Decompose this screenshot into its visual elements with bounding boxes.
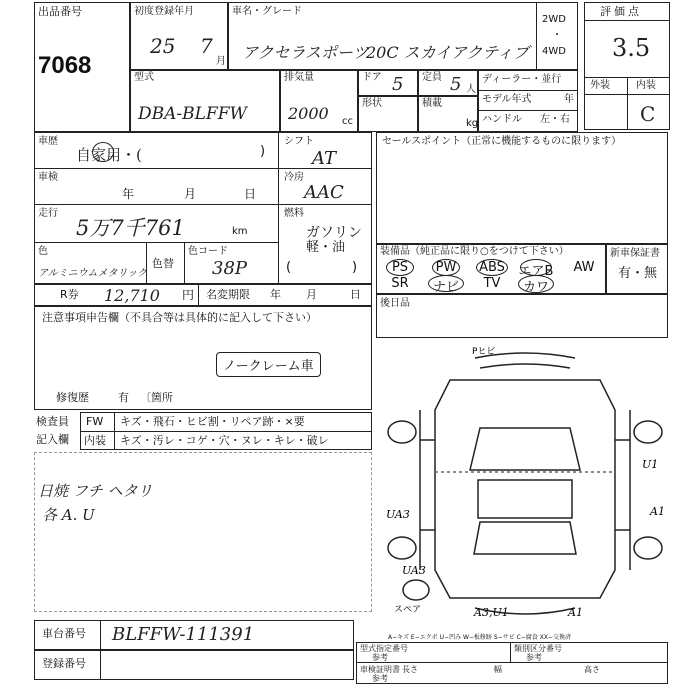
repair-value: 有 bbox=[118, 391, 129, 404]
reg-label: 登録番号 bbox=[42, 657, 86, 670]
equip-airbag: エアB bbox=[518, 264, 554, 279]
type-designation-ref: 参考 bbox=[372, 653, 388, 662]
cert-label: 車検証明書 bbox=[360, 665, 400, 674]
u1-right-mark: U1 bbox=[642, 458, 659, 471]
fuel-gas: ガソリン bbox=[306, 225, 362, 241]
history-label: 車歴 bbox=[38, 136, 58, 147]
mileage-value: 5万7千761 bbox=[76, 216, 185, 240]
inspector-label: 検査員 bbox=[36, 415, 69, 428]
sales-point-box bbox=[376, 132, 668, 244]
drive-4wd: 4WD bbox=[542, 46, 566, 57]
color-code-label: 色コード bbox=[188, 246, 228, 257]
ac-label: 冷房 bbox=[284, 172, 304, 183]
equipment-label: 装備品（純正品に限り○をつけて下さい） bbox=[380, 246, 569, 257]
equip-sr: SR bbox=[391, 276, 409, 291]
entry-label: 記入欄 bbox=[36, 433, 69, 446]
drive-2wd: 2WD bbox=[542, 14, 566, 25]
reg-month: 7 bbox=[200, 34, 213, 58]
sales-point-label: セールスポイント（正常に機能するものに限ります） bbox=[382, 136, 622, 147]
score-value: 3.5 bbox=[612, 34, 651, 62]
warranty-label: 新車保証書 bbox=[610, 248, 660, 259]
lot-label: 出品番号 bbox=[38, 5, 82, 18]
shift-value: AT bbox=[312, 148, 337, 169]
equip-abs: ABS bbox=[479, 260, 505, 275]
interior-label-row: 内装 bbox=[84, 434, 106, 447]
exterior-label: 外装 bbox=[590, 80, 610, 91]
interior-items: キズ・汚レ・コゲ・穴・ヌレ・キレ・破レ bbox=[120, 434, 329, 447]
ac-value: AAC bbox=[304, 182, 344, 203]
height-label: 高さ bbox=[584, 665, 600, 674]
car-grade: 20C スカイアクティブ bbox=[366, 43, 529, 62]
name-change-month: 月 bbox=[306, 288, 317, 301]
color-label: 色 bbox=[38, 246, 48, 257]
name-change-day: 日 bbox=[350, 288, 361, 301]
designation-line bbox=[356, 662, 668, 663]
fuel-label: 燃料 bbox=[284, 208, 304, 219]
category-ref: 参考 bbox=[526, 653, 542, 662]
color-change-label: 色替 bbox=[152, 257, 174, 270]
leather-circle bbox=[518, 275, 554, 293]
abs-circle bbox=[476, 259, 508, 276]
fuel-paren-close: ) bbox=[352, 260, 358, 275]
after-items-box bbox=[376, 294, 668, 338]
inspection-month: 月 bbox=[184, 187, 197, 201]
equip-tv: TV bbox=[483, 276, 501, 291]
name-change-year: 年 bbox=[270, 288, 281, 301]
repair-label: 修復歴 bbox=[56, 391, 89, 404]
width-label: 幅 bbox=[494, 665, 502, 674]
equip-leather: カワ bbox=[522, 280, 549, 295]
navi-circle bbox=[428, 275, 464, 292]
color-split bbox=[146, 242, 147, 284]
score-label: 評価点 bbox=[600, 5, 642, 18]
score-split bbox=[627, 77, 628, 130]
history-line-2 bbox=[34, 204, 372, 205]
inspection-day: 日 bbox=[244, 187, 257, 201]
a1-right-mark: A1 bbox=[650, 505, 665, 518]
capacity-label: 定員 bbox=[422, 72, 442, 83]
mileage-unit: km bbox=[232, 226, 248, 237]
model-value: DBA-BLFFW bbox=[138, 104, 247, 124]
designation-split bbox=[510, 642, 511, 662]
pp-mark: Pヒビ bbox=[472, 347, 496, 357]
capacity-unit: 人 bbox=[466, 84, 476, 95]
recycle-label: R券 bbox=[60, 288, 79, 301]
equip-navi: ナビ bbox=[432, 280, 459, 295]
first-reg-label: 初度登録年月 bbox=[134, 6, 194, 17]
dealer-line-2 bbox=[478, 110, 578, 111]
airbag-circle bbox=[520, 259, 552, 276]
ua3-bottom-mark: UA3 bbox=[402, 564, 426, 577]
category-label: 類別区分番号 bbox=[514, 644, 562, 653]
color-code-value: 38P bbox=[212, 258, 248, 279]
history-close: ) bbox=[260, 144, 266, 159]
load-unit: kg bbox=[466, 118, 479, 129]
score-line-3 bbox=[584, 94, 670, 95]
doors-label: ドア bbox=[362, 72, 382, 83]
notes-label: 注意事項申告欄（不具合等は具体的に記入して下さい） bbox=[42, 311, 317, 324]
dealer-label: ディーラー・並行 bbox=[482, 74, 562, 85]
dealer-line bbox=[478, 90, 578, 91]
handle-label: ハンドル bbox=[482, 114, 522, 125]
pw-circle bbox=[432, 259, 460, 276]
reg-month-unit: 月 bbox=[216, 56, 226, 67]
equip-pw: PW bbox=[435, 260, 457, 275]
displacement-unit: cc bbox=[342, 116, 353, 127]
inspector-grid-split bbox=[114, 412, 115, 450]
load-label: 積載 bbox=[422, 98, 442, 109]
score-line bbox=[584, 20, 670, 21]
color-value: アルミニウムメタリック bbox=[38, 268, 148, 279]
fw-items: キズ・飛石・ヒビ割・リペア跡・×要 bbox=[120, 415, 305, 428]
inspection-label: 車検 bbox=[38, 172, 58, 183]
no-claim-stamp: ノークレーム車 bbox=[216, 352, 321, 377]
drive-divider bbox=[536, 2, 537, 70]
fuel-paren-open: ( bbox=[286, 260, 292, 275]
chassis-label: 車台番号 bbox=[42, 627, 86, 640]
car-diagram bbox=[380, 340, 670, 630]
spare-label: スペア bbox=[394, 605, 422, 615]
interior-label: 内装 bbox=[636, 80, 656, 91]
a1-bottom-mark: A1 bbox=[568, 606, 583, 619]
length-label: 長さ bbox=[402, 665, 418, 674]
history-line-3 bbox=[34, 242, 278, 243]
interior-grade: C bbox=[640, 102, 656, 126]
capacity-value: 5 bbox=[450, 74, 462, 95]
history-value: 自家用・( bbox=[76, 146, 142, 164]
car-name: アクセラスポーツ bbox=[242, 43, 369, 62]
damage-legend: A−キズ E−エクボ U−凹み W−板修跡 S−サビ C−腐食 XX−交換済 bbox=[388, 634, 571, 641]
recycle-unit: 円 bbox=[182, 288, 195, 302]
history-circle bbox=[92, 142, 114, 162]
handwritten-note-2: 各 A. U bbox=[42, 506, 95, 524]
fw-label: FW bbox=[86, 415, 104, 428]
shape-label: 形状 bbox=[362, 98, 382, 109]
lot-number: 7068 bbox=[38, 52, 92, 79]
shift-label: シフト bbox=[284, 136, 314, 147]
color-split-2 bbox=[184, 242, 185, 284]
mileage-label: 走行 bbox=[38, 208, 58, 219]
inspector-grid-line bbox=[80, 431, 372, 432]
repair-location: 〔箇所 bbox=[140, 391, 173, 404]
chassis-number: BLFFW-111391 bbox=[112, 624, 255, 645]
car-name-label: 車名・グレード bbox=[232, 6, 302, 17]
cert-ref: 参考 bbox=[372, 674, 388, 683]
fuel-diesel: 軽・油 bbox=[306, 240, 346, 255]
recycle-amount: 12,710 bbox=[104, 286, 160, 305]
after-items-label: 後日品 bbox=[380, 298, 410, 309]
model-year-label: モデル年式 bbox=[482, 94, 532, 105]
displacement-value: 2000 bbox=[288, 104, 329, 123]
reg-year: 25 bbox=[150, 34, 176, 58]
drive-dot: ・ bbox=[552, 30, 562, 41]
ua3-left-mark: UA3 bbox=[386, 508, 410, 521]
model-label: 型式 bbox=[134, 72, 154, 83]
recycle-row bbox=[34, 284, 372, 306]
displacement-label: 排気量 bbox=[284, 72, 314, 83]
equip-ps: PS bbox=[391, 260, 409, 275]
doors-value: 5 bbox=[392, 74, 404, 95]
equip-aw: AW bbox=[573, 260, 595, 275]
history-split bbox=[278, 132, 279, 284]
handwritten-note-1: 日焼 フチ ヘタリ bbox=[38, 482, 153, 500]
recycle-split bbox=[198, 284, 199, 306]
model-year-unit: 年 bbox=[564, 94, 574, 105]
handle-value: 左・右 bbox=[540, 114, 570, 125]
type-designation-label: 型式指定番号 bbox=[360, 644, 408, 653]
name-change-label: 名変期限 bbox=[206, 288, 250, 301]
inspection-year: 年 bbox=[122, 187, 135, 201]
ps-circle bbox=[386, 259, 414, 276]
rear-marks: A3,U1 bbox=[474, 606, 509, 619]
warranty-value: 有・無 bbox=[618, 266, 658, 281]
handwritten-notes-box bbox=[34, 452, 372, 612]
